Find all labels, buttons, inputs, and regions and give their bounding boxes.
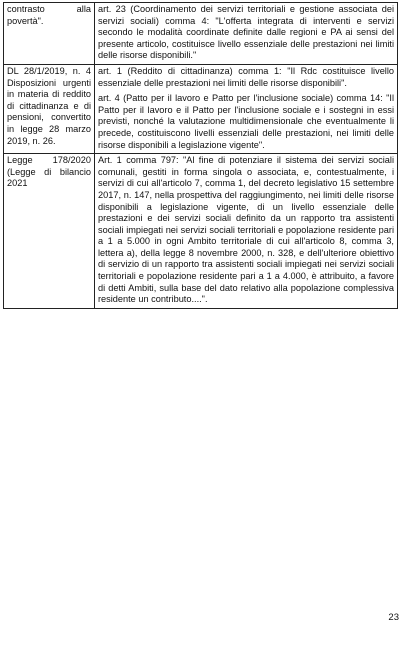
law-reference-cell: DL 28/1/2019, n. 4 Disposizioni urgenti in materia di reddito di cittadinanza e di pensioni, convertito in legge 28 marzo 2019, n. 26. — [4, 64, 95, 153]
law-reference-cell: contrasto alla povertà". — [4, 3, 95, 65]
table-row — [4, 64, 398, 153]
article-text-cell — [95, 3, 398, 65]
article-paragraph: art. 23 (Coordinamento dei servizi territoriali e gestione associata dei servizi sociali) comma 4: "L'offerta integrata di interventi e servizi secondo le modalità coordinate definite dalle regioni e PA ai sensi del presente articolo, costituisce livello essenziale delle prestazioni nei limiti delle risorse disponibili." — [98, 4, 394, 61]
legislation-table — [3, 2, 398, 309]
law-reference-cell: Legge 178/2020 (Legge di bilancio 2021 — [4, 154, 95, 309]
article-paragraph: art. 1 (Reddito di cittadinanza) comma 1: "Il Rdc costituisce livello essenziale delle prestazioni nei limiti delle risorse disponibili". — [98, 65, 394, 88]
article-text-cell — [95, 64, 398, 153]
article-text-cell — [95, 154, 398, 309]
article-paragraph: Art. 1 comma 797: "Al fine di potenziare il sistema dei servizi sociali comunali, gestiti in forma singola o associata, e, contestualmente, i servizi di cui all'articolo 7, comma 1, del decreto legislativo 15 settembre 2017, n. 147, nella prospettiva del raggiungimento, nei limiti delle risorse disponibili a legislazione vigente, di un livello essenziale delle prestazioni e dei servizi sociali definito da un rapporto tra assistenti sociali impiegati nei servizi sociali territoriali e popolazione residente pari a 1 a 5.000 in ogni Ambito territoriale di cui all'articolo 8, comma 3, lettera a), della legge 8 novembre 2000, n. 328, e dell'ulteriore obiettivo di servizio di un rapporto tra assistenti sociali impiegati nei servizi sociali territoriali e popolazione residente pari a 1 a 4.000, è attribuito, a favore di detti Ambiti, sulla base del dato relativo alla popolazione complessiva residente un contributo....". — [98, 155, 394, 305]
page-number: 23 — [388, 612, 399, 623]
table-row — [4, 3, 398, 65]
table-row — [4, 154, 398, 309]
article-paragraph: art. 4 (Patto per il lavoro e Patto per l'inclusione sociale) comma 14: "Il Patto per il lavoro e il Patto per l'inclusione sociale e i sostegni in essi previsti, nonché la valutazione multidimensionale che eventualmente li precede, costituiscono livelli essenziali delle prestazioni, nei limiti delle risorse disponibili a legislazione vigente". — [98, 93, 394, 150]
